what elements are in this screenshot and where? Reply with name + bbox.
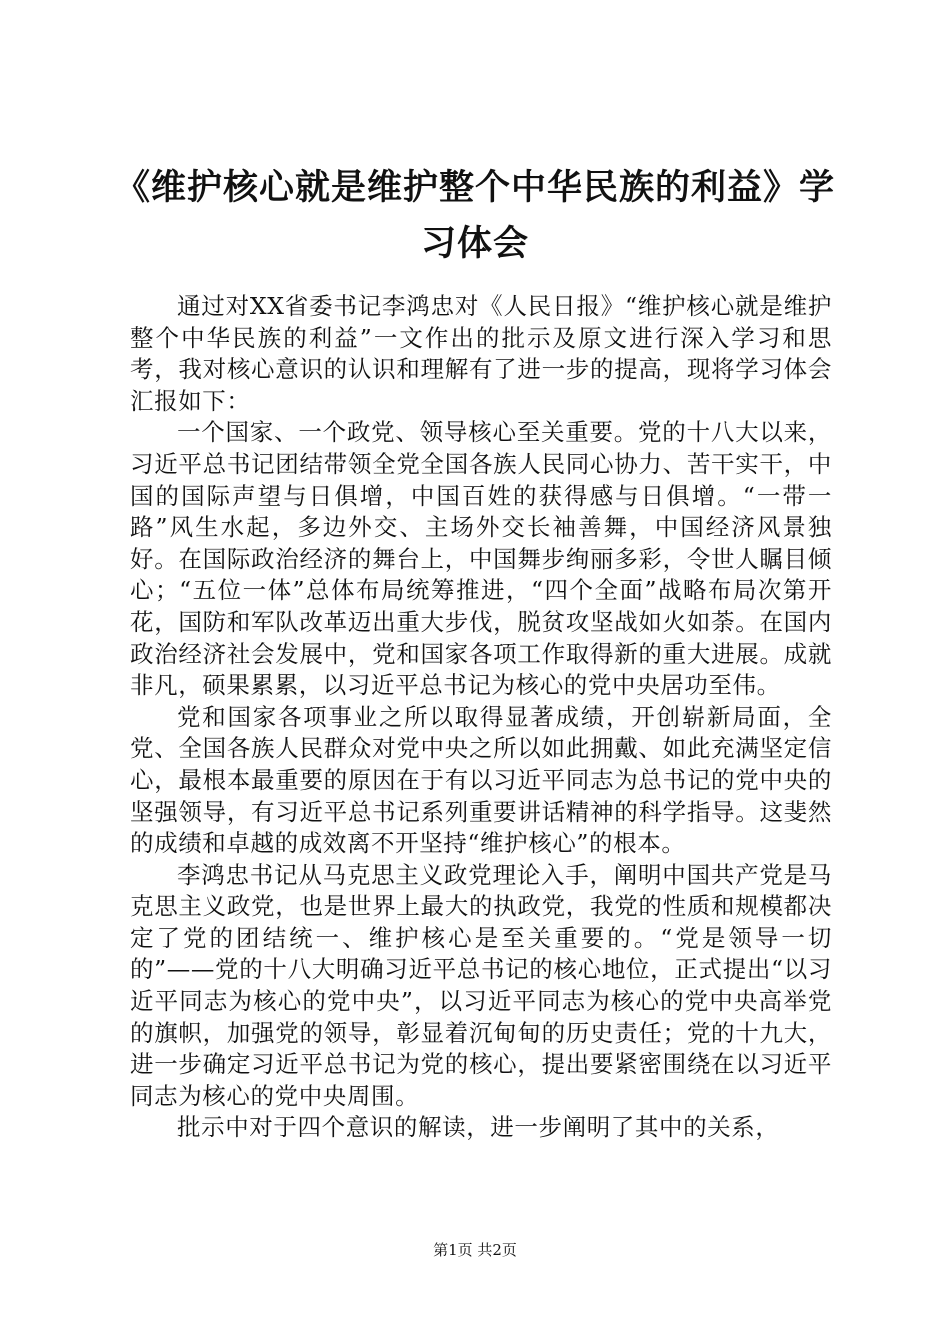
paragraph-1: 通过对XX省委书记李鸿忠对《人民日报》“维护核心就是维护整个中华民族的利益”一文作出的批示及原文进行深入学习和思考，我对核心意识的认识和理解有了进一步的提高，现将学习体会汇报如下： [130,292,832,415]
paragraph-2: 一个国家、一个政党、领导核心至关重要。党的十八大以来，习近平总书记团结带领全党全国各族人民同心协力、苦干实干，中国的国际声望与日俱增，中国百姓的获得感与日俱增。“一带一路”风生水起，多边外交、主场外交长袖善舞，中国经济风景独好。在国际政治经济的舞台上，中国舞步绚丽多彩，令世人瞩目倾心；“五位一体”总体布局统筹推进，“四个全面”战略布局次第开花，国防和军队改革迈出重大步伐，脱贫攻坚战如火如荼。在国内政治经济社会发展中，党和国家各项工作取得新的重大进展。成就非凡，硕果累累，以习近平总书记为核心的党中央居功至伟。 [130,418,832,700]
paragraph-5: 批示中对于四个意识的解读，进一步阐明了其中的关系， [177,1113,780,1142]
paragraph-3: 党和国家各项事业之所以取得显著成绩，开创崭新局面，全党、全国各族人民群众对党中央之所以如此拥戴、如此充满坚定信心，最根本最重要的原因在于有以习近平同志为总书记的党中央的坚强领导，有习近平总书记系列重要讲话精神的科学指导。这斐然的成绩和卓越的成效离不开坚持“维护核心”的根本。 [130,702,832,858]
page-footer: 第1页 共2页 [433,1241,517,1259]
paragraph-4: 李鸿忠书记从马克思主义政党理论入手，阐明中国共产党是马克思主义政党，也是世界上最大的执政党，我党的性质和规模都决定了党的团结统一、维护核心是至关重要的。“党是领导一切的”——党的十八大明确习近平总书记的核心地位，正式提出“以习近平同志为核心的党中央”，以习近平同志为核心的党中央高举党的旗帜，加强党的领导，彰显着沉甸甸的历史责任；党的十九大，进一步确定习近平总书记为党的核心，提出要紧密围绕在以习近平同志为核心的党中央周围。 [130,860,832,1110]
document-body [130,291,832,1144]
document-title: 《维护核心就是维护整个中华民族的利益》学习体会 [114,168,835,264]
